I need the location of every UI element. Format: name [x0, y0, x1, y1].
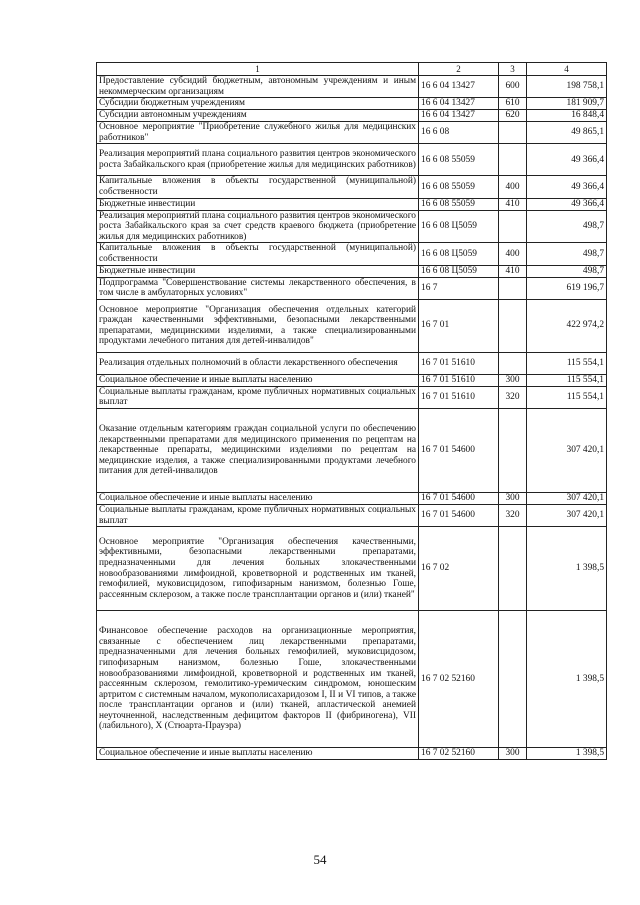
row-code-cell: 16 7 02 52160: [419, 748, 499, 760]
row-name-cell: Подпрограмма "Совершенствование системы лекарственного обеспечения, в том числе в амбулаторных условиях": [97, 277, 419, 299]
row-name-cell: Социальные выплаты гражданам, кроме публичных нормативных социальных выплат: [97, 386, 419, 408]
row-name-cell: Социальные выплаты гражданам, кроме публичных нормативных социальных выплат: [97, 504, 419, 526]
row-sum-cell: 1 398,5: [527, 748, 607, 760]
row-sum-cell: 498,7: [527, 265, 607, 277]
row-code-cell: 16 6 08 55059: [419, 144, 499, 176]
row-code-cell: 16 6 08 55059: [419, 176, 499, 198]
table-row: [97, 386, 607, 408]
table-row: [97, 110, 607, 122]
table-row: [97, 198, 607, 210]
row-code-cell: 16 7 02: [419, 527, 499, 611]
header-cell: 3: [499, 63, 527, 76]
budget-table: [96, 62, 607, 760]
header-cell: 2: [419, 63, 499, 76]
table-row: [97, 352, 607, 374]
row-vr-cell: [499, 527, 527, 611]
row-name-cell: Основное мероприятие "Организация обеспечения качественными, эффективными, безопасными лекарственными препаратами, предназначенными для лечения больных злокачественными новообразованиями лимфоидной, кроветворной и родственных им тканей, гемофилией, муковисцидозом, гипофизарным нанизмом, болезнью Гоше, рассеянным склерозом, а также после трансплантации органов и (или) тканей": [97, 527, 419, 611]
row-vr-cell: 410: [499, 265, 527, 277]
row-code-cell: 16 7 01 54600: [419, 492, 499, 504]
row-code-cell: 16 7: [419, 277, 499, 299]
row-vr-cell: [499, 210, 527, 243]
table-row: [97, 76, 607, 98]
row-vr-cell: 320: [499, 504, 527, 526]
row-sum-cell: 198 758,1: [527, 76, 607, 98]
row-name-cell: Бюджетные инвестиции: [97, 198, 419, 210]
table-row: [97, 122, 607, 144]
row-name-cell: Субсидии бюджетным учреждениям: [97, 98, 419, 110]
row-name-cell: Основное мероприятие "Приобретение служебного жилья для медицинских работников": [97, 122, 419, 144]
row-name-cell: Социальное обеспечение и иные выплаты населению: [97, 492, 419, 504]
row-vr-cell: [499, 299, 527, 352]
row-sum-cell: 619 196,7: [527, 277, 607, 299]
row-sum-cell: 115 554,1: [527, 352, 607, 374]
row-vr-cell: 400: [499, 176, 527, 198]
row-vr-cell: [499, 352, 527, 374]
table-row: [97, 527, 607, 611]
row-name-cell: Оказание отдельным категориям граждан социальной услуги по обеспечению лекарственными препаратами для медицинского применения по рецептам на лекарственные препараты, медицинскими изделиями по рецептам на медицинские изделия, а также специализированными продуктами лечебного питания для детей-инвалидов: [97, 408, 419, 492]
row-name-cell: Основное мероприятие "Организация обеспечения отдельных категорий граждан качественными эффективными, безопасными лекарственными препаратами, медицинскими изделиями, а также специализированными продуктами лечебного питания для детей-инвалидов": [97, 299, 419, 352]
row-sum-cell: 115 554,1: [527, 374, 607, 386]
row-vr-cell: 320: [499, 386, 527, 408]
row-code-cell: 16 7 01 51610: [419, 352, 499, 374]
row-name-cell: Реализация мероприятий плана социального развития центров экономического роста Забайкальского края за счет средств краевого бюджета (приобретение жилья для медицинских работников): [97, 210, 419, 243]
row-sum-cell: 422 974,2: [527, 299, 607, 352]
row-name-cell: Предоставление субсидий бюджетным, автономным учреждениям и иным некоммерческим организациям: [97, 76, 419, 98]
row-name-cell: Капитальные вложения в объекты государственной (муниципальной) собственности: [97, 243, 419, 265]
row-sum-cell: 16 848,4: [527, 110, 607, 122]
row-sum-cell: 49 366,4: [527, 176, 607, 198]
row-name-cell: Реализация отдельных полномочий в области лекарственного обеспечения: [97, 352, 419, 374]
row-sum-cell: 498,7: [527, 243, 607, 265]
row-name-cell: Капитальные вложения в объекты государственной (муниципальной) собственности: [97, 176, 419, 198]
row-vr-cell: 400: [499, 243, 527, 265]
row-sum-cell: 115 554,1: [527, 386, 607, 408]
row-code-cell: 16 6 08 Ц5059: [419, 243, 499, 265]
table-row: [97, 265, 607, 277]
row-vr-cell: [499, 611, 527, 748]
row-code-cell: 16 7 01 54600: [419, 408, 499, 492]
page-number: 54: [313, 852, 327, 867]
row-code-cell: 16 7 02 52160: [419, 611, 499, 748]
row-code-cell: 16 7 01 51610: [419, 374, 499, 386]
row-vr-cell: [499, 277, 527, 299]
table-row: [97, 748, 607, 760]
row-code-cell: 16 6 04 13427: [419, 110, 499, 122]
row-vr-cell: [499, 408, 527, 492]
row-code-cell: 16 7 01 54600: [419, 504, 499, 526]
row-name-cell: Социальное обеспечение и иные выплаты населению: [97, 374, 419, 386]
row-name-cell: Бюджетные инвестиции: [97, 265, 419, 277]
row-vr-cell: 410: [499, 198, 527, 210]
table-row: [97, 492, 607, 504]
row-vr-cell: [499, 122, 527, 144]
row-name-cell: Социальное обеспечение и иные выплаты населению: [97, 748, 419, 760]
row-code-cell: 16 6 08: [419, 122, 499, 144]
row-vr-cell: 620: [499, 110, 527, 122]
table-row: [97, 611, 607, 748]
row-vr-cell: [499, 144, 527, 176]
row-code-cell: 16 6 04 13427: [419, 98, 499, 110]
row-vr-cell: 600: [499, 76, 527, 98]
row-code-cell: 16 7 01 51610: [419, 386, 499, 408]
row-code-cell: 16 6 08 Ц5059: [419, 210, 499, 243]
table-row: [97, 144, 607, 176]
table-row: [97, 210, 607, 243]
header-cell: 4: [527, 63, 607, 76]
table-header-row: [97, 63, 607, 76]
header-cell: 1: [97, 63, 419, 76]
table-row: [97, 299, 607, 352]
row-code-cell: 16 6 08 55059: [419, 198, 499, 210]
row-name-cell: Субсидии автономным учреждениям: [97, 110, 419, 122]
row-sum-cell: 49 366,4: [527, 144, 607, 176]
row-vr-cell: 300: [499, 748, 527, 760]
table-row: [97, 243, 607, 265]
row-sum-cell: 498,7: [527, 210, 607, 243]
row-code-cell: 16 6 04 13427: [419, 76, 499, 98]
row-code-cell: 16 6 08 Ц5059: [419, 265, 499, 277]
table-row: [97, 98, 607, 110]
row-sum-cell: 49 865,1: [527, 122, 607, 144]
row-vr-cell: 610: [499, 98, 527, 110]
row-sum-cell: 49 366,4: [527, 198, 607, 210]
row-sum-cell: 181 909,7: [527, 98, 607, 110]
row-code-cell: 16 7 01: [419, 299, 499, 352]
row-name-cell: Финансовое обеспечение расходов на организационные мероприятия, связанные с обеспечением лиц лекарственными препаратами, предназначенными для лечения больных гемофилией, муковисцидозом, гипофизарным нанизмом, болезнью Гоше, злокачественными новообразованиями лимфоидной, кроветворной и родственных им тканей, рассеянным склерозом, гемолитико-уремическим синдромом, юношеским артритом с системным началом, мукополисахаридозом I, II и VI типов, а также после трансплантации органов и (или) тканей, апластической анемией неуточненной, наследственным дефицитом факторов II (фибриногена), VII (лабильного), X (Стюарта-Прауэра): [97, 611, 419, 748]
row-vr-cell: 300: [499, 492, 527, 504]
row-vr-cell: 300: [499, 374, 527, 386]
row-name-cell: Реализация мероприятий плана социального развития центров экономического роста Забайкальского края (приобретение жилья для медицинских работников): [97, 144, 419, 176]
row-sum-cell: 307 420,1: [527, 408, 607, 492]
table-row: [97, 408, 607, 492]
row-sum-cell: 307 420,1: [527, 492, 607, 504]
row-sum-cell: 1 398,5: [527, 527, 607, 611]
table-row: [97, 277, 607, 299]
table-row: [97, 504, 607, 526]
row-sum-cell: 307 420,1: [527, 504, 607, 526]
table-row: [97, 374, 607, 386]
table-row: [97, 176, 607, 198]
row-sum-cell: 1 398,5: [527, 611, 607, 748]
